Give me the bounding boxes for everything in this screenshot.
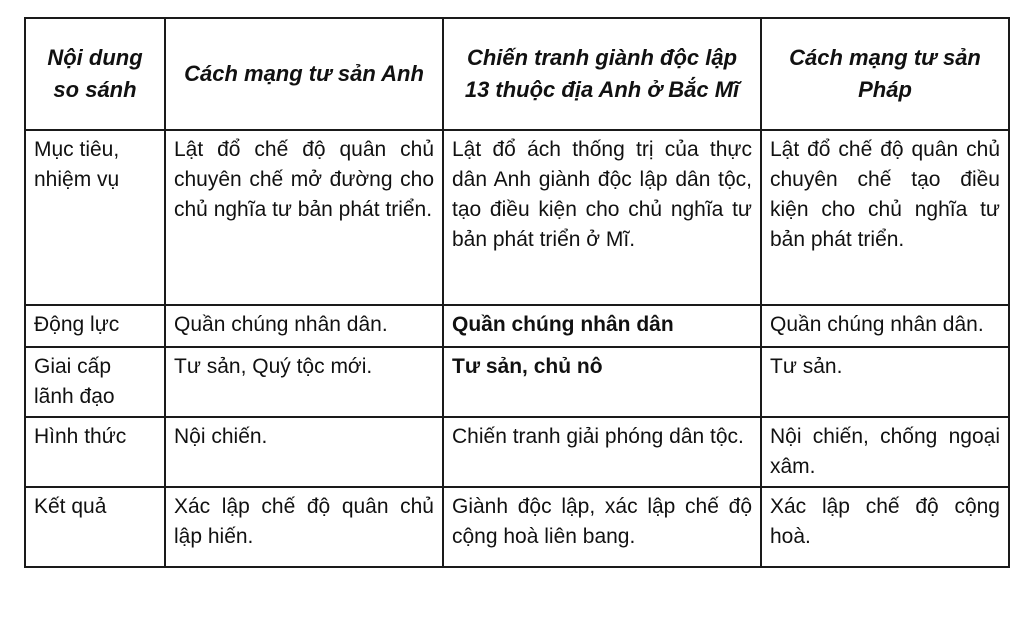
row-label-result: Kết quả [25,487,165,567]
table-cell: Lật đổ chế độ quân chủ chuyên chế tạo điều kiện cho chủ nghĩa tư bản phát triển. [761,130,1009,305]
table-cell: Tư sản, chủ nô [443,347,761,417]
table-row [25,347,1009,417]
table-cell: Xác lập chế độ cộng hoà. [761,487,1009,567]
header-french-revolution: Cách mạng tư sản Pháp [761,18,1009,130]
table-row [25,305,1009,347]
table-cell: Tư sản. [761,347,1009,417]
table-row [25,130,1009,305]
table-cell: Nội chiến, chống ngoại xâm. [761,417,1009,487]
table-cell: Xác lập chế độ quân chủ lập hiến. [165,487,443,567]
table-row [25,487,1009,567]
table-header-row [25,18,1009,130]
row-label-driving-force: Động lực [25,305,165,347]
table-cell: Quần chúng nhân dân [443,305,761,347]
row-label-goals: Mục tiêu, nhiệm vụ [25,130,165,305]
row-label-leading-class: Giai cấp lãnh đạo [25,347,165,417]
table-cell: Nội chiến. [165,417,443,487]
table-row [25,417,1009,487]
table-cell: Chiến tranh giải phóng dân tộc. [443,417,761,487]
table-cell: Lật đổ ách thống trị của thực dân Anh giành độc lập dân tộc, tạo điều kiện cho chủ nghĩa tư bản phát triển ở Mĩ. [443,130,761,305]
header-comparison-content: Nội dung so sánh [25,18,165,130]
row-label-form: Hình thức [25,417,165,487]
header-english-revolution: Cách mạng tư sản Anh [165,18,443,130]
table-cell: Tư sản, Quý tộc mới. [165,347,443,417]
header-american-independence-war: Chiến tranh giành độc lập 13 thuộc địa Anh ở Bắc Mĩ [443,18,761,130]
comparison-table [24,17,1010,568]
table-cell: Giành độc lập, xác lập chế độ cộng hoà liên bang. [443,487,761,567]
table-cell: Lật đổ chế độ quân chủ chuyên chế mở đường cho chủ nghĩa tư bản phát triển. [165,130,443,305]
table-cell: Quần chúng nhân dân. [761,305,1009,347]
table-cell: Quần chúng nhân dân. [165,305,443,347]
